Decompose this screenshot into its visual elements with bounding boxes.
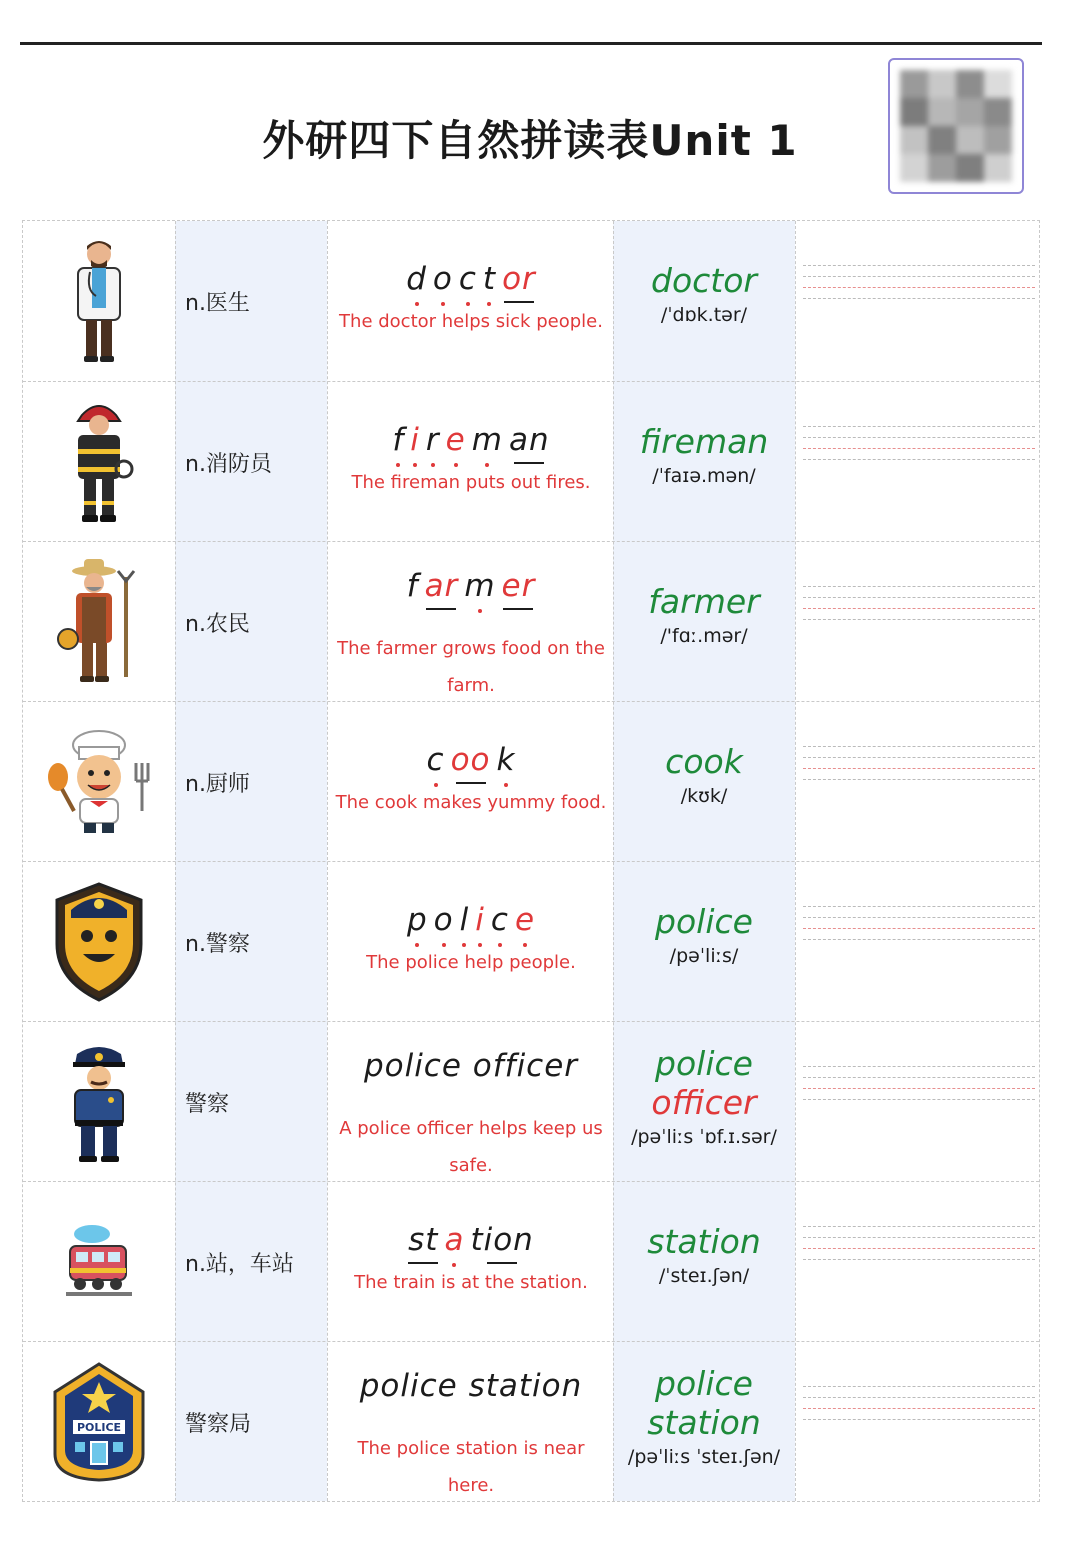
chinese-meaning: n.农民 (185, 611, 250, 637)
word-part: farmer (648, 582, 760, 621)
phonetic-transcription: /pəˈliːs/ (669, 945, 739, 967)
word-part: man (694, 422, 769, 461)
syllable-text: f (392, 422, 405, 458)
writing-guide-line (803, 437, 1035, 438)
word-breakdown-cell (329, 1342, 613, 1502)
word-part: cook (665, 742, 743, 781)
writing-guide-line (803, 1419, 1035, 1420)
syllable-text: er (501, 568, 536, 604)
phonetic-transcription: /ˈfaɪə.mən/ (652, 465, 756, 487)
writing-guide-line (803, 1226, 1035, 1227)
syllable-word (329, 568, 613, 604)
syllable (459, 261, 477, 297)
doctor-icon (23, 221, 175, 381)
short-dot-mark (478, 609, 482, 613)
green-word-line2 (613, 1083, 795, 1122)
handwriting-lines[interactable] (803, 426, 1035, 470)
green-word (613, 902, 795, 941)
syllable-text: f (406, 568, 419, 604)
handwriting-lines[interactable] (803, 1066, 1035, 1110)
green-word (613, 261, 795, 300)
syllable-word (329, 742, 613, 778)
syllable-text: k (496, 742, 516, 778)
handwriting-lines[interactable] (803, 265, 1035, 309)
green-word (613, 742, 795, 781)
police-officer-icon (23, 1022, 175, 1182)
green-word-line2 (613, 1403, 795, 1442)
syllable (392, 422, 404, 458)
fireman-icon (23, 382, 175, 542)
word-breakdown-cell (329, 1022, 613, 1182)
writing-guide-line (803, 779, 1035, 780)
chinese-meaning: n.厨师 (185, 771, 250, 797)
green-word (613, 1364, 795, 1403)
example-sentence: The police station is near here. (357, 1438, 585, 1496)
handwriting-lines[interactable] (803, 586, 1035, 630)
police-badge-icon (23, 862, 175, 1022)
syllable-word (329, 261, 613, 297)
syllable-text: an (508, 422, 550, 458)
column-divider (327, 221, 328, 1501)
long-bar-mark (426, 608, 456, 610)
syllable (425, 568, 459, 604)
syllable-text: p (406, 902, 428, 938)
writing-guide-line (803, 426, 1035, 427)
syllable (483, 261, 496, 297)
writing-guide-line (803, 928, 1035, 929)
writing-guide-line (803, 265, 1035, 266)
chinese-meaning: n.站，车站 (185, 1251, 294, 1277)
writing-guide-line (803, 746, 1035, 747)
syllable (515, 902, 535, 938)
word-pronunciation-cell (613, 542, 795, 702)
chinese-meaning: 警察 (185, 1091, 230, 1117)
word-pronunciation-cell (613, 1342, 795, 1502)
column-divider (613, 221, 614, 1501)
writing-guide-line (803, 1397, 1035, 1398)
syllable (451, 742, 491, 778)
example-sentence: The train is at the station. (354, 1272, 588, 1293)
writing-guide-line (803, 586, 1035, 587)
writing-guide-line (803, 1077, 1035, 1078)
syllable-text: ar (424, 568, 459, 604)
syllable-text: c (426, 742, 445, 778)
word-pronunciation-cell (613, 1022, 795, 1182)
phonetic-transcription: /ˈsteɪ.ʃən/ (658, 1265, 750, 1287)
word-part: station (647, 1222, 761, 1261)
green-word (613, 1222, 795, 1261)
farmer-icon (23, 542, 175, 702)
word-pronunciation-cell (613, 1182, 795, 1342)
handwriting-lines[interactable] (803, 1226, 1035, 1270)
syllable (407, 568, 419, 604)
word-part: police (655, 1364, 753, 1403)
syllable-text: tion (470, 1222, 534, 1258)
writing-guide-line (803, 917, 1035, 918)
syllable-text: a (444, 1222, 465, 1258)
phonetic-transcription: /ˈdɒk.tər/ (660, 304, 748, 326)
syllable-text: i (475, 902, 485, 938)
writing-guide-line (803, 298, 1035, 299)
svg-text:POLICE: POLICE (76, 1421, 122, 1434)
syllable-word: police station (359, 1368, 583, 1404)
syllable (502, 568, 536, 604)
train-icon (23, 1182, 175, 1342)
example-sentence: The cook makes yummy food. (335, 792, 607, 813)
chinese-meaning: n.医生 (185, 290, 250, 316)
syllable-text: l (459, 902, 470, 938)
example-sentence: The police help people. (366, 952, 576, 973)
syllable (497, 742, 516, 778)
writing-guide-line (803, 287, 1035, 288)
cook-icon (23, 702, 175, 862)
chinese-meaning: 警察局 (185, 1411, 252, 1437)
chinese-meaning: n.警察 (185, 931, 250, 957)
syllable (444, 1222, 464, 1258)
writing-guide-line (803, 906, 1035, 907)
syllable-text: d (406, 261, 427, 297)
syllable-text: o (433, 902, 454, 938)
syllable (434, 902, 454, 938)
syllable (408, 1222, 438, 1258)
syllable (491, 902, 509, 938)
word-breakdown-cell (329, 862, 613, 1022)
phonetic-transcription: /pəˈliːs ˈɒf.ɪ.sər/ (631, 1126, 777, 1148)
chinese-meaning: n.消防员 (185, 451, 272, 477)
example-sentence: The farmer grows food on the farm. (337, 638, 605, 696)
phonetic-transcription: /'fɑː.mər/ (660, 625, 748, 647)
qr-code-blurred (888, 58, 1024, 194)
writing-guide-line (803, 1099, 1035, 1100)
syllable (509, 422, 550, 458)
writing-guide-line (803, 448, 1035, 449)
syllable (410, 422, 420, 458)
writing-guide-line (803, 619, 1035, 620)
example-sentence: The doctor helps sick people. (339, 311, 603, 332)
phonetic-transcription: /kʊk/ (680, 785, 728, 807)
word-breakdown-cell (329, 382, 613, 542)
word-pronunciation-cell (613, 382, 795, 542)
word-part: police (655, 902, 753, 941)
word-pronunciation-cell (613, 862, 795, 1022)
page-title: 外研四下自然拼读表Unit 1 (262, 116, 798, 165)
syllable-text: oo (450, 742, 491, 778)
word-part: doctor (651, 261, 757, 300)
syllable (475, 902, 485, 938)
writing-guide-line (803, 276, 1035, 277)
writing-guide-line (803, 597, 1035, 598)
writing-guide-line (803, 1386, 1035, 1387)
syllable-word: police officer (363, 1048, 579, 1084)
police-station-icon (23, 1342, 175, 1502)
column-divider (795, 221, 796, 1501)
column-divider (175, 221, 176, 1501)
handwriting-lines[interactable] (803, 1386, 1035, 1430)
phonetic-transcription: /pəˈliːs ˈsteɪ.ʃən/ (627, 1446, 781, 1468)
word-part: offi (651, 1083, 705, 1122)
writing-guide-line (803, 1259, 1035, 1260)
syllable-text: e (514, 902, 536, 938)
handwriting-lines[interactable] (803, 906, 1035, 950)
writing-guide-line (803, 1408, 1035, 1409)
writing-guide-line (803, 608, 1035, 609)
syllable-text: t (482, 261, 497, 297)
syllable-word (329, 422, 613, 458)
writing-guide-line (803, 459, 1035, 460)
syllable-text: c (458, 261, 477, 297)
syllable-text: o (432, 261, 453, 297)
syllable-text: c (490, 902, 509, 938)
example-sentence: A police officer helps keep us safe. (339, 1118, 603, 1176)
word-part: fire (639, 422, 695, 461)
word-part: station (647, 1403, 761, 1442)
word-breakdown-cell (329, 221, 613, 381)
syllable (433, 261, 453, 297)
syllable (426, 422, 440, 458)
syllable-text: or (502, 261, 536, 297)
syllable-word (329, 902, 613, 938)
word-breakdown-cell (329, 542, 613, 702)
green-word (613, 422, 795, 461)
syllable (427, 742, 445, 778)
syllable-text: e (445, 422, 466, 458)
syllable-text: i (410, 422, 420, 458)
long-bar-mark (503, 608, 533, 610)
syllable-text: st (408, 1222, 439, 1258)
syllable (460, 902, 470, 938)
writing-guide-line (803, 768, 1035, 769)
writing-guide-line (803, 1088, 1035, 1089)
phonics-table (22, 220, 1040, 1502)
syllable (470, 1222, 533, 1258)
syllable-text: m (464, 568, 496, 604)
syllable (472, 422, 503, 458)
syllable (446, 422, 466, 458)
syllable (464, 568, 495, 604)
writing-guide-line (803, 1237, 1035, 1238)
syllable-word (329, 1222, 613, 1258)
word-part: cer (704, 1083, 757, 1122)
top-rule (20, 42, 1042, 45)
writing-guide-line (803, 757, 1035, 758)
green-word (613, 1044, 795, 1083)
writing-guide-line (803, 939, 1035, 940)
word-pronunciation-cell (613, 702, 795, 862)
syllable (502, 261, 536, 297)
syllable-text: r (425, 422, 440, 458)
green-word (613, 582, 795, 621)
word-breakdown-cell (329, 702, 613, 862)
word-part: police (655, 1044, 753, 1083)
syllable-text: m (471, 422, 503, 458)
word-pronunciation-cell (613, 221, 795, 381)
handwriting-lines[interactable] (803, 746, 1035, 790)
writing-guide-line (803, 1248, 1035, 1249)
writing-guide-line (803, 1066, 1035, 1067)
word-breakdown-cell (329, 1182, 613, 1342)
example-sentence: The fireman puts out fires. (351, 472, 591, 493)
syllable (406, 261, 427, 297)
syllable (407, 902, 428, 938)
